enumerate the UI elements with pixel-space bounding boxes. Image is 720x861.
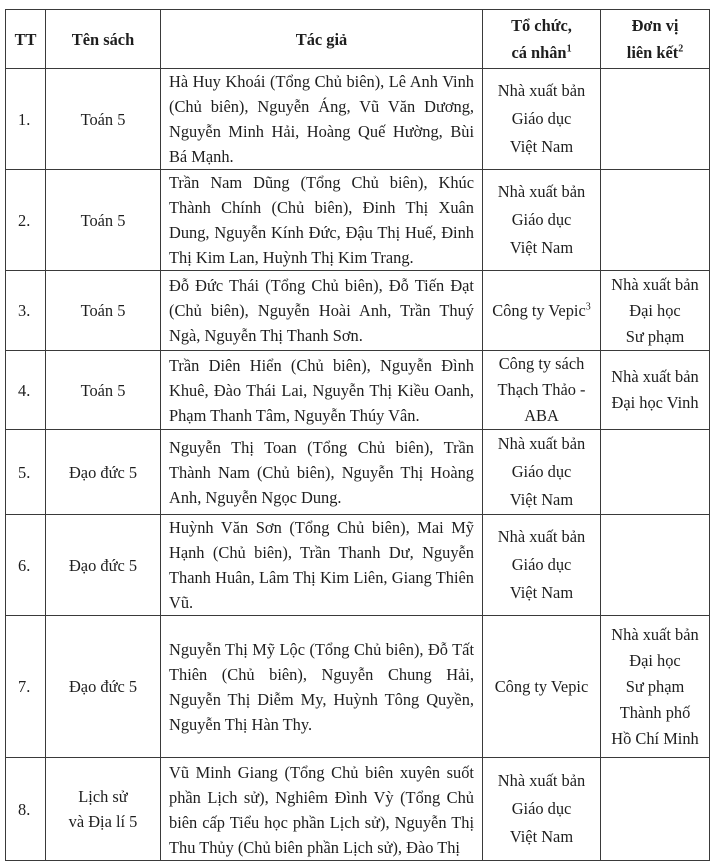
header-book-name: Tên sách [46, 10, 161, 69]
author-text: Nguyễn Thị Toan (Tổng Chủ biên), Trần Thành Nam (Chủ biên), Nguyễn Thị Hoàng Anh, Nguyễn Ngọc Dung. [169, 437, 474, 507]
author-text: Đỗ Đức Thái (Tổng Chủ biên), Đỗ Tiến Đạt (Chủ biên), Nguyễn Hoài Anh, Trần Thuý Ngà, Nguyễn Thị Thanh Sơn. [169, 276, 474, 345]
organization-line [486, 795, 597, 823]
cell-tt: 3. [6, 271, 46, 351]
book-name-line: Lịch sử [78, 787, 128, 806]
linked-unit-line: Sư phạm [625, 676, 685, 696]
organization-line [486, 458, 597, 486]
table-row [6, 69, 710, 170]
header-organization-text: cá nhân [511, 43, 567, 62]
organization-line [486, 234, 597, 262]
header-linked-unit-text: liên kết [626, 43, 679, 62]
cell-organization [483, 616, 601, 758]
organization-text: Nhà xuất bản [497, 81, 586, 100]
organization-text: Công ty Vepic [492, 300, 586, 320]
footnote-marker: 3 [585, 301, 591, 313]
linked-unit-line: Đại học Vinh [611, 393, 699, 412]
organization-line [486, 133, 597, 161]
author-text: Nguyễn Thị Mỹ Lộc (Tổng Chủ biên), Đỗ Tất Thiên (Chủ biên), Nguyễn Chung Hải, Nguyễn Thị Diễm My, Huỳnh Tông Quyền, Nguyễn Thị Hàn Thy. [169, 639, 474, 734]
header-tt: TT [6, 10, 46, 69]
cell-linked-unit [601, 69, 710, 170]
cell-linked-unit [601, 351, 710, 430]
organization-text: Việt Nam [509, 137, 574, 156]
cell-book-name [46, 351, 161, 430]
linked-unit-line: Thành phố [619, 702, 691, 722]
cell-book-name [46, 430, 161, 515]
author-text: Vũ Minh Giang (Tổng Chủ biên xuyên suốt phần Lịch sử), Nghiêm Đình Vỳ (Tổng Chủ biên cấp Tiểu học phần Lịch sử), Nguyễn Thị Thu Thủy (Chủ biên phần Lịch sử), Đào Thị [169, 763, 474, 857]
cell-linked-unit [601, 616, 710, 758]
cell-linked-unit [601, 271, 710, 351]
linked-unit-line: Đại học [629, 650, 681, 670]
linked-unit-line: Nhà xuất bản [611, 367, 699, 386]
organization-text: Nhà xuất bản [497, 527, 586, 546]
cell-linked-unit [601, 430, 710, 515]
cell-organization [483, 515, 601, 616]
organization-line [486, 430, 597, 458]
cell-author [161, 69, 483, 170]
linked-unit-line: Nhà xuất bản [611, 624, 699, 644]
cell-tt: 8. [6, 758, 46, 861]
cell-author [161, 271, 483, 351]
organization-line [486, 486, 597, 514]
linked-unit-line: Sư phạm [625, 326, 685, 346]
cell-organization [483, 351, 601, 430]
cell-tt: 2. [6, 170, 46, 271]
linked-unit-line: Hồ Chí Minh [611, 728, 699, 748]
organization-text: Nhà xuất bản [497, 771, 586, 790]
cell-tt: 4. [6, 351, 46, 430]
organization-line [486, 105, 597, 133]
header-linked-unit [601, 10, 710, 69]
document-page [5, 9, 709, 861]
book-name-line: Toán 5 [80, 380, 126, 400]
cell-tt: 5. [6, 430, 46, 515]
organization-text: Công ty sách [498, 354, 585, 373]
cell-author [161, 616, 483, 758]
organization-line [486, 178, 597, 206]
table-row [6, 271, 710, 351]
cell-organization [483, 271, 601, 351]
header-organization-line1: Tổ chức, [511, 16, 572, 35]
author-text: Hà Huy Khoái (Tổng Chủ biên), Lê Anh Vinh (Chủ biên), Nguyễn Áng, Vũ Văn Dương, Nguyễn Minh Hải, Hoàng Quế Hường, Bùi Bá Mạnh. [169, 72, 474, 166]
organization-line [486, 767, 597, 795]
author-text: Huỳnh Văn Sơn (Tổng Chủ biên), Mai Mỹ Hạnh (Chủ biên), Trần Thanh Dư, Nguyễn Thanh Huân, Lâm Thị Kim Liên, Giang Thiên Vũ. [169, 518, 474, 612]
organization-line [486, 579, 597, 607]
linked-unit-line: Nhà xuất bản [611, 274, 699, 294]
table-row [6, 515, 710, 616]
organization-text: Công ty Vepic [494, 676, 589, 696]
header-linked-unit-line1: Đơn vị [631, 16, 679, 35]
cell-linked-unit [601, 758, 710, 861]
table-header-row [6, 10, 710, 69]
organization-text: ABA [524, 406, 559, 425]
cell-author [161, 515, 483, 616]
book-name-line: Đạo đức 5 [68, 677, 138, 696]
cell-book-name [46, 758, 161, 861]
cell-tt: 6. [6, 515, 46, 616]
book-name-line: và Địa lí 5 [68, 812, 138, 831]
table-row [6, 170, 710, 271]
organization-text: Việt Nam [509, 238, 574, 257]
organization-line [486, 823, 597, 851]
book-name-line: Đạo đức 5 [68, 462, 138, 482]
cell-book-name [46, 170, 161, 271]
author-text: Trần Diên Hiển (Chủ biên), Nguyễn Đình Khuê, Đào Thái Lai, Nguyễn Thị Kiều Oanh, Phạm Thanh Tâm, Nguyễn Thúy Vân. [169, 355, 474, 425]
table-body [6, 69, 710, 861]
table-row [6, 351, 710, 430]
table-row [6, 430, 710, 515]
cell-organization [483, 758, 601, 861]
author-text: Trần Nam Dũng (Tổng Chủ biên), Khúc Thành Chính (Chủ biên), Đinh Thị Xuân Dung, Nguyễn Kính Đức, Đậu Thị Huế, Đinh Thị Kim Lan, Huỳnh Thị Kim Trang. [169, 173, 474, 267]
footnote-marker: 2 [678, 43, 684, 55]
header-author: Tác giả [161, 10, 483, 69]
organization-text: Giáo dục [511, 555, 572, 574]
cell-book-name [46, 515, 161, 616]
table-row [6, 758, 710, 861]
organization-text: Giáo dục [511, 462, 572, 481]
organization-text: Việt Nam [509, 490, 574, 509]
organization-text: Thạch Thảo - [497, 380, 586, 399]
cell-tt: 1. [6, 69, 46, 170]
cell-organization [483, 170, 601, 271]
cell-organization [483, 430, 601, 515]
cell-author [161, 351, 483, 430]
organization-text: Việt Nam [509, 827, 574, 846]
textbook-table [5, 9, 710, 861]
cell-linked-unit [601, 515, 710, 616]
table-row [6, 616, 710, 758]
linked-unit-line: Đại học [629, 300, 681, 320]
organization-line [486, 351, 597, 377]
cell-organization [483, 69, 601, 170]
organization-line [486, 551, 597, 579]
book-name-line: Toán 5 [80, 301, 126, 320]
organization-line [486, 298, 597, 324]
header-linked-unit-line2 [601, 39, 709, 66]
organization-text: Nhà xuất bản [497, 182, 586, 201]
organization-text: Giáo dục [511, 109, 572, 128]
cell-author [161, 430, 483, 515]
cell-author [161, 170, 483, 271]
cell-tt: 7. [6, 616, 46, 758]
organization-line [486, 377, 597, 403]
organization-text: Việt Nam [509, 583, 574, 602]
book-name-line: Toán 5 [80, 210, 126, 230]
organization-text: Giáo dục [511, 210, 572, 229]
organization-line [486, 206, 597, 234]
cell-book-name [46, 616, 161, 758]
cell-linked-unit [601, 170, 710, 271]
organization-text: Nhà xuất bản [497, 434, 586, 453]
organization-line [486, 403, 597, 429]
organization-line [486, 674, 597, 700]
organization-line [486, 77, 597, 105]
header-organization [483, 10, 601, 69]
organization-line [486, 523, 597, 551]
book-name-line: Toán 5 [80, 109, 126, 129]
cell-book-name [46, 271, 161, 351]
organization-text: Giáo dục [511, 799, 572, 818]
cell-book-name [46, 69, 161, 170]
header-organization-line2 [483, 39, 600, 66]
book-name-line: Đạo đức 5 [68, 555, 138, 575]
footnote-marker: 1 [566, 43, 572, 55]
cell-author [161, 758, 483, 861]
